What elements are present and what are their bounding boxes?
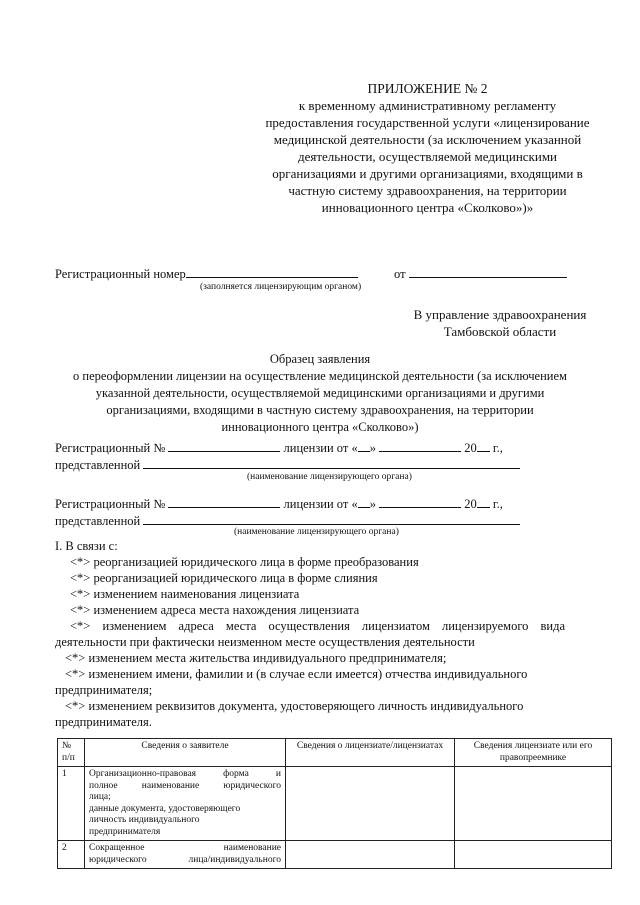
issuing-organ-field[interactable] (143, 512, 520, 525)
license-row (55, 495, 503, 512)
applicant-info-cell (85, 767, 286, 841)
license-reg-label: Регистрационный № (55, 497, 166, 511)
column-header-applicant: Сведения о заявителе (85, 739, 286, 767)
appendix-line: медицинской деятельности (за исключением указанной (273, 132, 582, 147)
form-title: Образец заявления (269, 352, 371, 366)
column-header-licensee: Сведения о лицензиате/лицензиатах (286, 739, 455, 767)
reason-item: <*> изменением реквизитов документа, удостоверяющего личность индивидуального (65, 699, 524, 713)
license-day-field[interactable] (358, 495, 370, 508)
row-number: 1 (58, 767, 85, 841)
successor-info-cell[interactable] (455, 767, 612, 841)
issuing-organ-field[interactable] (143, 456, 520, 469)
appendix-line: организациями и другими организациями, входящими в (272, 166, 583, 181)
reason-item-continuation: деятельности при фактически неизменном месте осуществления деятельности (55, 635, 475, 649)
reason-item-continuation: предпринимателя. (55, 715, 152, 729)
reason-item: <*> изменением имени, фамилии и (в случае если имеется) отчества индивидуального (65, 667, 528, 681)
year-prefix: 20 (464, 441, 477, 455)
column-header-number: № п/п (58, 739, 85, 767)
reason-item-continuation: предпринимателя; (55, 683, 153, 697)
reason-item: <*> изменением наименования лицензиата (70, 587, 300, 601)
year-prefix: 20 (464, 497, 477, 511)
form-description-line: указанной деятельности, осуществляемой медицинскими организациями и другими (95, 386, 545, 400)
reasons-list (55, 538, 585, 730)
license-from-label: лицензии от « (283, 497, 358, 511)
applicant-info-table (57, 738, 612, 869)
form-description-line: организациями, входящими в частную систему здравоохранения, на территории (106, 403, 534, 417)
registration-note: (заполняется лицензирующим органом) (200, 282, 362, 292)
form-description-line: инновационного центра «Сколково») (221, 420, 419, 434)
cell-line: юридического лица/индивидуального (89, 854, 281, 865)
cell-line: данные документа, удостоверяющего (89, 803, 241, 814)
reason-item: <*> изменением адреса места нахождения лицензиата (70, 603, 360, 617)
appendix-line: инновационного центра «Сколково»)» (321, 200, 534, 215)
issued-label: представленной (55, 514, 141, 528)
registration-date-field[interactable] (409, 265, 567, 278)
reason-item: <*> реорганизацией юридического лица в форме преобразования (70, 555, 419, 569)
registration-line (55, 265, 567, 282)
organ-note: (наименование лицензирующего органа) (247, 472, 412, 482)
cell-line: Сокращенное наименование (89, 843, 281, 853)
quote-close: » (369, 497, 376, 511)
cell-line: предпринимателя (89, 826, 161, 837)
reason-item: <*> изменением места жительства индивидуального предпринимателя; (65, 651, 447, 665)
successor-info-cell[interactable] (455, 841, 612, 869)
license-number-field[interactable] (168, 495, 280, 508)
column-header-successor: Сведения лицензиате или его правопреемнике (455, 739, 612, 767)
form-description-line: о переоформлении лицензии на осуществление медицинской деятельности (за исключением (73, 369, 567, 383)
reasons-heading: I. В связи с: (55, 539, 118, 553)
cell-line: личность индивидуального (89, 815, 200, 825)
appendix-line: предоставления государственной услуги «лицензирование (265, 115, 590, 130)
addressee-line: Тамбовской области (443, 324, 557, 339)
license-reg-label: Регистрационный № (55, 441, 166, 455)
form-heading (30, 351, 610, 436)
license-month-field[interactable] (379, 495, 461, 508)
appendix-line: частную систему здравоохранения, на территории (288, 183, 567, 198)
registration-label: Регистрационный номер (55, 267, 186, 281)
license-from-label: лицензии от « (283, 441, 358, 455)
addressee-line: В управление здравоохранения (413, 307, 587, 322)
license-year-field[interactable] (477, 439, 490, 452)
licensee-info-cell[interactable] (286, 767, 455, 841)
table-row (58, 767, 612, 841)
cell-line: лица; (89, 792, 111, 802)
reason-item: <*> изменением адреса места осуществления лицензиатом лицензируемого вида (70, 619, 565, 633)
cell-line: полное наименование юридического (89, 780, 281, 791)
year-suffix: г., (492, 497, 503, 511)
reason-item: <*> реорганизацией юридического лица в форме слияния (70, 571, 378, 585)
cell-line: Организационно-правовая форма и (89, 769, 281, 779)
organ-note: (наименование лицензирующего органа) (234, 527, 399, 537)
license-year-field[interactable] (477, 495, 490, 508)
quote-close: » (369, 441, 376, 455)
appendix-title: ПРИЛОЖЕНИЕ № 2 (367, 81, 488, 96)
license-month-field[interactable] (379, 439, 461, 452)
appendix-line: деятельности, осуществляемой медицинскими (297, 149, 558, 164)
table-row (58, 841, 612, 869)
issued-label: представленной (55, 458, 141, 472)
applicant-info-cell (85, 841, 286, 869)
license-day-field[interactable] (358, 439, 370, 452)
registration-from-label: от (394, 267, 406, 281)
year-suffix: г., (492, 441, 503, 455)
row-number: 2 (58, 841, 85, 869)
table-header-row (58, 739, 612, 767)
license-row (55, 439, 503, 456)
license-number-field[interactable] (168, 439, 280, 452)
appendix-line: к временному административному регламенту (298, 98, 557, 113)
addressee (395, 306, 605, 340)
appendix-header (215, 80, 640, 216)
licensee-info-cell[interactable] (286, 841, 455, 869)
registration-number-field[interactable] (186, 265, 358, 278)
